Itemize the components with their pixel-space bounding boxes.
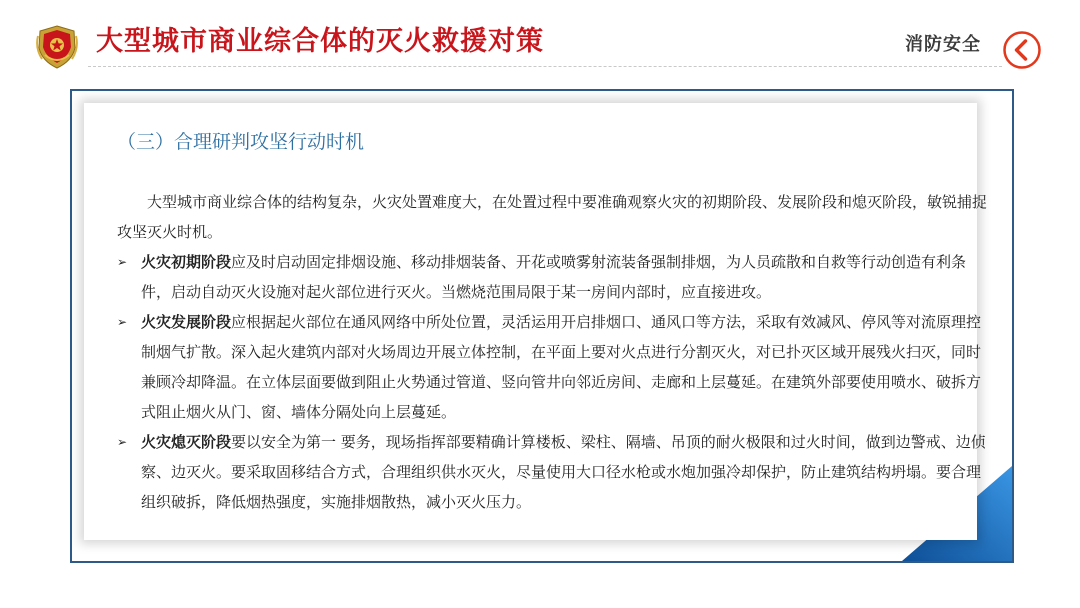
- bullet-item-initial-stage: [117, 247, 987, 307]
- bullet-term: 火灾熄灭阶段: [141, 433, 232, 451]
- section-title: （三）合理研判攻坚行动时机: [117, 131, 365, 153]
- back-button[interactable]: [1002, 30, 1042, 70]
- fire-rescue-emblem-icon: [34, 24, 80, 70]
- bullet-term: 火灾发展阶段: [141, 313, 232, 331]
- header: [0, 0, 1080, 70]
- bullet-item-development-stage: [117, 307, 987, 427]
- header-divider: [88, 66, 1002, 67]
- bullet-text: 应及时启动固定排烟设施、移动排烟装备、开花或喷雾射流装备强制排烟，为人员疏散和自救等行动创造有利条件，启动自动灭火设施对起火部位进行灭火。当燃烧范围局限于某一房间内部时，应直接进攻。: [141, 253, 967, 301]
- brand-label: 消防安全: [905, 34, 981, 55]
- bullet-term: 火灾初期阶段: [141, 253, 232, 271]
- section-body: [117, 187, 987, 517]
- bullet-item-extinguishing-stage: [117, 427, 987, 517]
- bullet-text: 要以安全为第一 要务，现场指挥部要精确计算楼板、梁柱、隔墙、吊顶的耐火极限和过火时间，做到边警戒、边侦察、边灭火。要采取固移结合方式，合理组织供水灭火，尽量使用大口径水枪或水炮加强冷却保护，防止建筑结构坍塌。要合理组织破拆，降低烟热强度，实施排烟散热，减小灭火压力。: [141, 433, 986, 511]
- intro-paragraph: 大型城市商业综合体的结构复杂，火灾处置难度大，在处置过程中要准确观察火灾的初期阶段、发展阶段和熄灭阶段，敏锐捕捉攻坚灭火时机。: [117, 193, 988, 241]
- arrow-bullet-icon: ➢: [117, 255, 128, 269]
- arrow-bullet-icon: ➢: [117, 435, 128, 449]
- arrow-bullet-icon: ➢: [117, 315, 128, 329]
- bullet-text: 应根据起火部位在通风网络中所处位置，灵活运用开启排烟口、通风口等方法，采取有效减风、停风等对流原理控制烟气扩散。深入起火建筑内部对火场周边开展立体控制，在平面上要对火点进行分割灭火，对已扑灭区域开展残火扫灭，同时兼顾冷却降温。在立体层面要做到阻止火势通过管道、竖向管井向邻近房间、走廊和上层蔓延。在建筑外部要使用喷水、破拆方式阻止烟火从门、窗、墙体分隔处向上层蔓延。: [141, 313, 982, 421]
- page-title: 大型城市商业综合体的灭火救援对策: [96, 26, 544, 57]
